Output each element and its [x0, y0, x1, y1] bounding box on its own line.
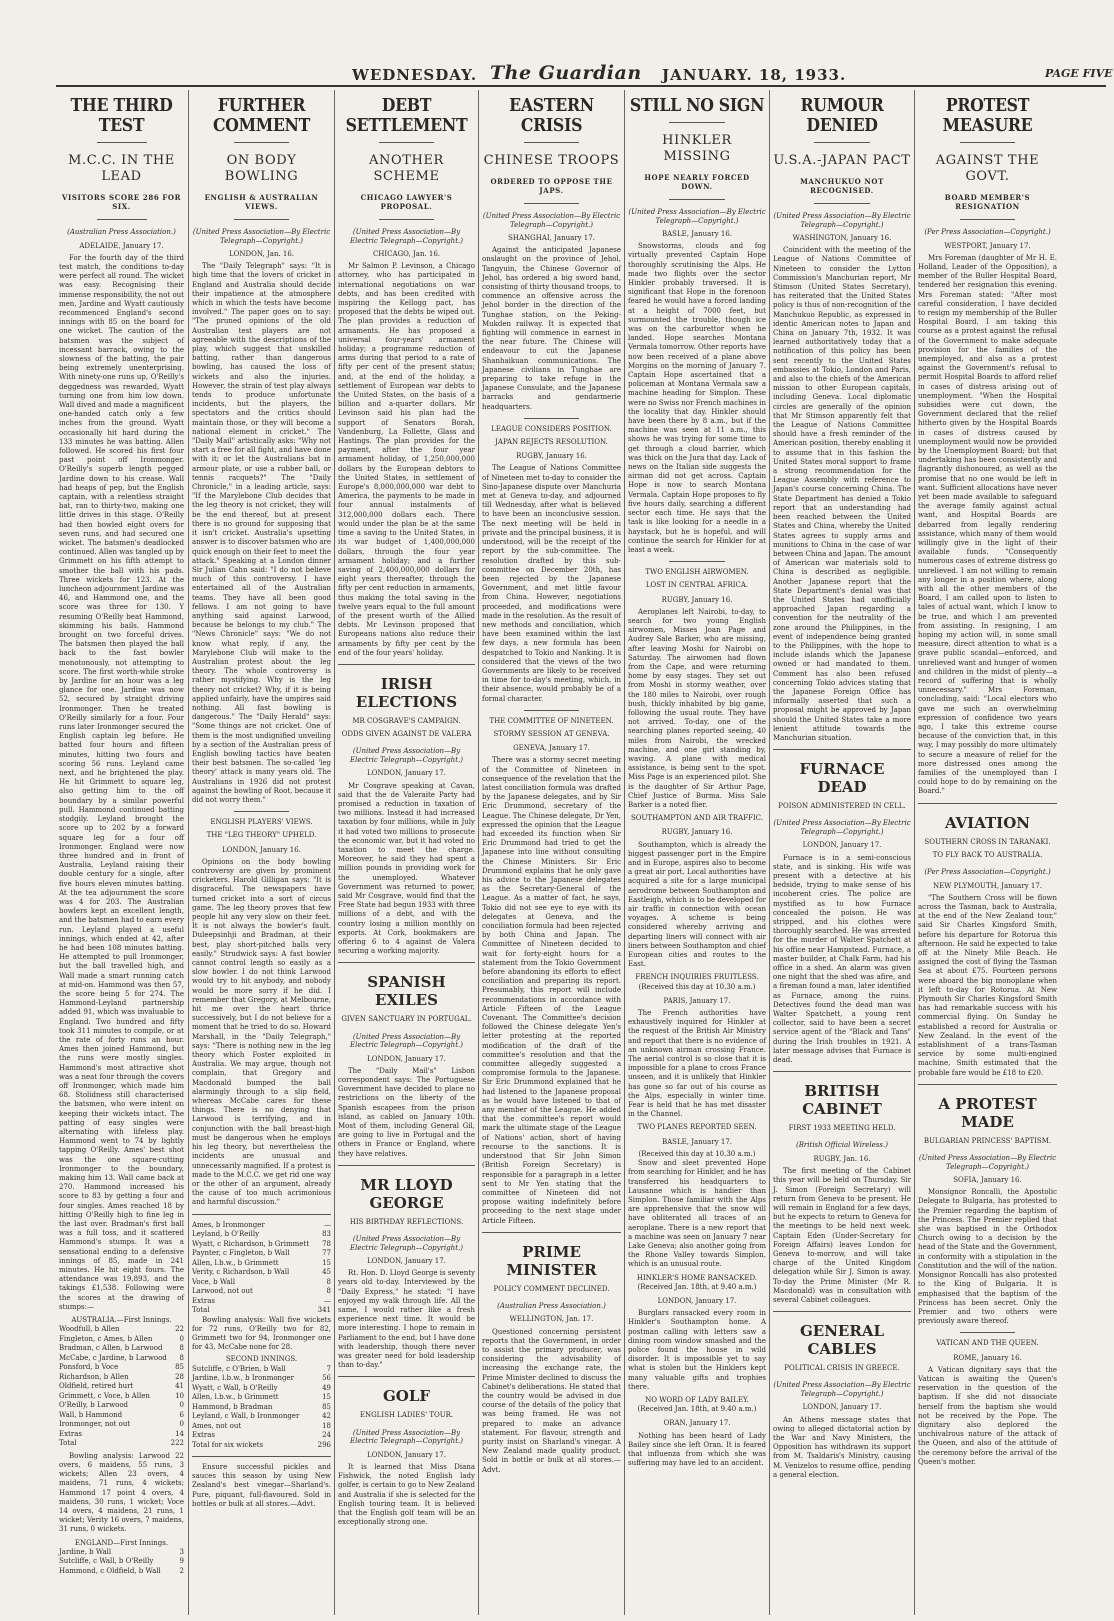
divider — [338, 1165, 475, 1166]
credit-line: (United Press Association—By Electric Telegraph—Copyright.) — [350, 1032, 463, 1050]
scorecard — [59, 1325, 184, 1449]
dateline: ROME, January 16. — [953, 1353, 1022, 1362]
subheadline: TO FLY BACK TO AUSTRALIA. — [932, 850, 1043, 859]
divider — [524, 418, 580, 419]
divider — [338, 1376, 475, 1377]
score-row — [59, 1557, 184, 1567]
divider — [192, 1456, 331, 1457]
score-row — [59, 1335, 184, 1345]
dateline: PARIS, January 17. — [663, 996, 731, 1005]
score-row — [59, 1354, 184, 1364]
section-heading: SOUTHAMPTON AND AIR TRAFFIC. — [630, 814, 764, 823]
runs-value: 83 — [322, 1230, 331, 1239]
divider — [669, 561, 724, 562]
scorecard — [192, 1221, 331, 1316]
runs-value: 3 — [179, 1547, 184, 1556]
section-heading: JAPAN REJECTS RESOLUTION. — [495, 438, 608, 447]
dateline: GENEVA, January 17. — [513, 744, 590, 753]
subheadline: ODDS GIVEN AGAINST DE VALERA — [341, 730, 472, 739]
headline: PROTEST MEASURE — [942, 96, 1033, 136]
article-body: Mr Salmon P. Levinson, a Chicago attorney, who has participated in international negotiations on war debts, and has been credited with inspiring the Kellogg pact, has proposed that the debts be wiped out. The plan provides a reduction of armaments. He has proposed a universal four-years' armament holiday; a programme reduction of arms during that period to a rate of fifty per cent of the present status; and, at the end of the holiday, a settlement of European war debts to the United States, on the basis of a billion and a-quarter dollars. Mr Levinson said his plan had the support of Senators Borah, Vandenburg, La Follette, Glass and Hastings. The plan provides for the payment, after the four year armament holiday, of 1,250,000,000 dollars by the European debtors to the United States, in settlement of Europe's 8,000,000,000 war debt to America, the payments to be made in four annual instalments of 312,000,000 dollars each. There would under the plan be at the same time a saving to the United States, in its war budget of 1,400,000,000 dollars, through the four year armament holiday; and a further saving of 2,400,000,000 dollars for eight years thereafter, through the fifty per cent reduction in armaments, thus making the total saving in the twelve years equal to the full amount of the present worth of the Allied debts. Mr Levinson proposed that Europeans nations also reduce their armaments by fifty per cent by the end of the four years' holiday. — [338, 262, 475, 657]
score-row — [59, 1411, 184, 1421]
headline: FURNACE DEAD — [799, 760, 885, 797]
dateline: LONDON, January 17. — [802, 841, 882, 850]
subheadline: POISON ADMINISTERED IN CELL. — [778, 802, 906, 811]
runs-value: 41 — [175, 1382, 184, 1391]
article-body: Burglars ransacked every room in Hinkler's Southampton home. A postman calling with letters saw a dining room window smashed and the police found the house in wild disorder. It is impossible yet to say what is stolen but the Hinklers kept many valuable gifts and trophies there. — [628, 1309, 766, 1391]
divider — [960, 219, 1016, 220]
score-row — [192, 1431, 331, 1441]
deck: HOPE NEARLY FORCED DOWN. — [644, 173, 750, 191]
score-row — [192, 1249, 331, 1259]
score-row — [192, 1268, 331, 1278]
scorecard — [59, 1548, 184, 1577]
batsman-name: Extras — [192, 1296, 215, 1305]
divider — [379, 219, 434, 220]
batsman-name: Leyland, c Wall, b Ironmonger — [192, 1412, 300, 1421]
column-rumour-denied — [770, 90, 914, 1615]
batsman-name: Oldfield, retired hurt — [59, 1382, 134, 1391]
subheadline: M.C.C. IN THE LEAD — [68, 153, 175, 184]
batsman-name: Ames, not out — [192, 1421, 242, 1430]
score-row — [59, 1382, 184, 1392]
batsman-name: Larwood, not out — [192, 1287, 253, 1296]
section-heading: TWO PLANES REPORTED SEEN. — [637, 1123, 757, 1132]
section-heading: NO WORD OF LADY BAILEY. — [645, 1395, 749, 1404]
batsman-name: Wyatt, c Richardson, b Grimmett — [192, 1239, 310, 1248]
subheadline: SOUTHERN CROSS IN TARANAKI. — [924, 837, 1051, 846]
divider — [97, 219, 147, 220]
deck: CHICAGO LAWYER'S PROPOSAL. — [360, 193, 453, 211]
divider — [814, 203, 869, 204]
runs-value: — — [324, 1296, 331, 1305]
runs-value: 49 — [322, 1383, 331, 1392]
runs-value: 15 — [322, 1258, 331, 1267]
divider — [338, 962, 475, 963]
divider — [524, 710, 580, 711]
bowling-analysis: Bowling analysis: Larwood 22 overs, 6 maidens, 55 runs, 3 wickets; Allen 23 overs, 4 maidens, 71 runs, 4 wickets; Hammond 17 point 4 overs, 4 maidens, 30 runs, 1 wicket; Voce 14 overs, 4 maidens, 21 runs, 1 wicket; Verity 16 overs, 7 maidens, 31 runs, 0 wickets. — [59, 1451, 184, 1534]
dateline: CHICAGO, Jan. 16. — [372, 250, 441, 258]
divider — [524, 203, 580, 204]
subheadline: GIVEN SANCTUARY IN PORTUGAL. — [341, 1015, 472, 1024]
received-note: (Received this day at 10.30 a.m.) — [638, 1149, 756, 1158]
dateline: LONDON, January 17. — [657, 1296, 737, 1305]
score-row — [192, 1240, 331, 1250]
headline: SPANISH EXILES — [367, 973, 446, 1010]
score-row — [192, 1297, 331, 1307]
deck: BOARD MEMBER'S RESIGNATION — [944, 193, 1031, 211]
divider — [918, 1084, 1057, 1085]
runs-value: 2 — [179, 1566, 184, 1575]
article-body: Rt. Hon. D. Lloyd George is seventy years old to-day. Interviewed by the "Daily Express," he stated: "I have enjoyed my walk through life. All the same, I would rather like a fresh experience next time. It would be more interesting. I hope to remain in Parliament to the end, but I have done with leadership, though there never was greater need for bold leadership than to-day." — [338, 1269, 475, 1370]
article-body: Questioned concerning persistent reports that the Government, in order to assist the primary producer, was considering the advisability of increasing the exchange rate, the Prime Minister declined to discuss the Cabinet's deliberations. He stated that the country would be advised in due course of the details of the policy that was being framed. He was not prepared to make an advance statement. For flavour, strength and purity insist on Sharland's vinegar. A New Zealand made quality product. Sold in bottle or bulk at all stores.—Advt. — [482, 1327, 621, 1474]
dateline: SHANGHAI, January 17. — [508, 234, 595, 242]
runs-value: 28 — [175, 1372, 184, 1381]
bowling-analysis: Bowling analysis: Wall five wickets for 72 runs, O'Reilly two for 82, Grimmett two for 94, Ironmonger one for 43, McCabe none for 28. — [192, 1315, 331, 1352]
section-heading: STORMY SESSION AT GENEVA. — [493, 729, 610, 738]
score-heading: ENGLAND—First Innings. — [74, 1538, 169, 1547]
subheadline: POLITICAL CRISIS IN GREECE. — [784, 1364, 900, 1373]
headline: IRISH ELECTIONS — [355, 674, 458, 711]
batsman-name: Wyatt, c Wall, b O'Reilly — [192, 1383, 278, 1392]
article-body: Coincident with the meeting of the League of Nations Committee of Nineteen to consider the Lytton Commission's Manchurian report, Mr Stimson (United States Secretary), has reiterated that the United States policy is thus of non-recognition of the Manchukuo Republic, as expressed in identic American notes to Japan and China on January 7th, 1932. It was learned authoritatively today that a notification of this policy has been sent recently to the United States embassies at Tokio, London and Paris, and also to the chiefs of the American mission to other European capitals, including Geneva. Local diplomatic circles are generally of the opinion that Mr Stimson apparently felt that the League of Nations Committee should have a fresh reminder of the American position, thereby enabling it to assume that in this fashion the United States moral support to frame a strong recommendation for the League Assembly with reference to Japan's course concerning China. The State Department has denied a Tokio report that an understanding had been reached between the United States and China, whereby the United States agrees to supply arms and munitions to China in the case of war between China and Japan. The amount of American war materials sold to China is described as negligible. Another Japanese report that the State Department's denial was that the United States had unofficially approached Japan regarding a convention for the neutrality of the zone around the Philippines, in the event of independence being granted to the Philippines, with the hope to include islands which the Japanese owned or had mandated to them. Comment has also been refused concerning Tokio advices stating that the Japanese Foreign Office has informally asserted that such a proposal might be approved by Japan should the United States take a more lenient attitude towards the Manchurian situation. — [773, 246, 911, 742]
batsman-name: Wall, b Hammond — [59, 1410, 123, 1419]
headline: AVIATION — [945, 813, 1030, 832]
runs-value: 7 — [326, 1364, 331, 1373]
article-body: Snowstorms, clouds and fog virtually prevented Captain Hope thoroughly scrutinising the Alps. He made two flights over the sector Hinkler probably traversed. It is significant that Hope in the forenoon feared he would have a forced landing at a height of 7000 feet, but surmounted the trouble, though ice was on the carburettor when he landed. Hope searches Montana Vermala tomorrow. Other reports have now been received of a plane above Morgins on the morning of January 7. Captain Hope ascertained that a policeman at Montana Vermala saw a machine heading for Simplon. These were no Swiss nor French machines in the locality that day. Hinkler should have been there by 8 a.m., but if the machine was seen at 11 a.m., this shows he was trying for some time to get through a cloud barrier, which was thick on the Jura that day. Lack of news on the Italian side suggests the airman did not get across. Captain Hope is now to search Montana Vermala. Captain Hope proposes to fly five hours daily, searching a different sector each time. He says that the task is like looking for a needle in a haystack, but he is hopeful, and will continue the search for Hinkler for at least a week. — [628, 242, 766, 554]
section-heading: THE "LEG THEORY" UPHELD. — [206, 831, 317, 840]
divider — [234, 811, 290, 812]
batsman-name: Paynter, c Fingleton, b Wall — [192, 1249, 290, 1258]
divider — [773, 1311, 911, 1312]
runs-value: 42 — [322, 1412, 331, 1421]
column-third-test — [56, 90, 187, 1615]
score-row — [192, 1422, 331, 1432]
dateline: RUGBY, January 16. — [516, 452, 587, 461]
batsman-name: Leyland, b O'Reilly — [192, 1230, 260, 1239]
divider — [773, 1071, 911, 1072]
divider — [192, 1214, 331, 1215]
batsman-name: Hammond, c Oldfield, b Wall — [59, 1566, 161, 1575]
score-row — [192, 1230, 331, 1240]
article-body: The French authorities have exhaustively inquired for Hinkler at the request of the British Air Ministry and report that there is no evidence of an unknown airman crossing France. The aerial control is so close that it is impossible for a plane to cross France unseen, and it is unlikely that Hinkler has gone so far out of his course as the Alps, especially in winter time. Fear is held that he has met disaster in the Channel. — [628, 1009, 766, 1119]
dateline: LONDON, Jan. 16. — [228, 250, 295, 258]
runs-value: 56 — [322, 1374, 331, 1383]
dateline: LONDON, January 17. — [367, 1054, 446, 1063]
credit-line: (United Press Association—By Electric Telegraph—Copyright.) — [350, 228, 463, 245]
column-eastern-crisis — [479, 90, 624, 1615]
credit-line: (British Official Wireless.) — [796, 1141, 888, 1150]
score-row — [59, 1548, 184, 1558]
credit-line: (United Press Association—By Electric Telegraph—Copyright.) — [350, 1428, 463, 1446]
deck: ENGLISH & AUSTRALIAN VIEWS. — [204, 193, 319, 211]
batsman-name: Extras — [59, 1429, 82, 1438]
batsman-name: Ames, b Ironmonger — [192, 1220, 265, 1229]
article-body: Furnace is in a semi-conscious state, and is sinking. His wife was present with a detective at his bedside, trying to make sense of his incoherent cries. The police are mystified as to how Furnace concealed the poison. He was stripped, and his clothes were thoroughly searched. He was arrested for the murder of Walter Spatchett at his office near Hampstead. Furnace, a master builder, at Chalk Farm, had his office in a shed. An alarm was given one night that the shed was afire, and a fireman found a man, later identified as Furnace, among the ruins. Detectives found the dead man was Walter Spatchett, a young rent collector, said to have been a secret service agent of the "Black and Tans" during the Irish troubles in 1921. A later message advises that Furnace is dead. — [773, 853, 911, 1065]
dateline: BASLE, January 16. — [661, 230, 733, 238]
divider — [814, 142, 869, 143]
column-hinkler-missing — [625, 90, 769, 1615]
article-body: Against the anticipated Japanese onslaught on the province of Jehol, Tangyuin, the Chinese Governor of Jehol, has ordered a big sword band, consisting of thirty thousand troops, to commence an offensive across the Jehol border in the direction of the Tunghae station, on the Peking-Mukden railway. It is expected that fighting will commence in earnest in the near future. The Chinese will endeavour to cut the Japanese Shanhaikuan communications. The Japanese civilians in Tunghae are preparing to take refuge in the Japanese Consulate, and the Japanese barracks and gendarmerie headquarters. — [482, 246, 621, 411]
score-row — [192, 1287, 331, 1297]
headline: EASTERN CRISIS — [509, 96, 594, 136]
batsman-name: Verity, c Richardson, b Wall — [192, 1268, 290, 1277]
runs-value: 222 — [170, 1439, 184, 1448]
masthead-rule — [56, 85, 1106, 87]
batsman-name: Jardine, l.b.w., b Ironmonger — [192, 1374, 295, 1383]
credit-line: (Australian Press Association.) — [497, 1301, 606, 1310]
headline: GENERAL CABLES — [799, 1322, 885, 1359]
divider — [234, 219, 290, 220]
score-heading: AUSTRALIA.—First Innings. — [71, 1316, 172, 1325]
score-row — [59, 1373, 184, 1383]
credit-line: (Per Press Association—Copyright.) — [924, 228, 1051, 236]
credit-line: (United Press Association—By Electric Telegraph—Copyright.) — [350, 1235, 463, 1252]
runs-value: 0 — [179, 1401, 184, 1410]
score-row — [192, 1221, 331, 1231]
dateline: BASLE, January 17. — [661, 1137, 733, 1146]
divider — [234, 142, 290, 143]
headline: RUMOUR DENIED — [800, 96, 884, 136]
section-heading: ENGLISH PLAYERS' VIEWS. — [210, 818, 313, 827]
masthead-date: JANUARY. 18, 1933. — [662, 66, 847, 84]
runs-value: 0 — [179, 1420, 184, 1429]
scorecard — [192, 1365, 331, 1451]
advertisement: Ensure successful pickles and sauces this season by using New Zealand's best vinegar—Sharland's. Pure, piquant, full-flavoured. Sold in bottles or bulk at all stores.—Advt. — [192, 1463, 331, 1508]
dateline: WASHINGTON, January 16. — [792, 234, 892, 242]
runs-value: 45 — [322, 1268, 331, 1277]
masthead — [0, 0, 1114, 86]
subheadline: ANOTHER SCHEME — [369, 153, 444, 184]
headline: GOLF — [382, 1387, 431, 1406]
credit-line: (United Press Association—By Electric Telegraph—Copyright.) — [773, 1381, 911, 1398]
headline: STILL NO SIGN — [629, 96, 765, 116]
runs-value: 22 — [175, 1325, 184, 1334]
batsman-name: Extras — [192, 1431, 215, 1440]
headline: PRIME MINISTER — [506, 1242, 597, 1279]
runs-value: 6 — [179, 1410, 184, 1419]
column-protest-measure — [915, 90, 1060, 1615]
article-body: Monsignor Roncalli, the Apostolic Delegate to Bulgaria, has protested to the Premier regarding the baptism of the Princess. The Premier replied that she was baptised in the Orthodox Church owing to a decision by the head of the State and the Government, in conformity with a stipulation in the Constitution and the will of the nation. Monsignor Roncalli has also protested to the King of Bulgaria. It is emphasised that the baptism of the Princess has been secret. Only the Premier and two others were previously aware thereof. — [918, 1188, 1057, 1326]
divider — [669, 122, 724, 123]
batsman-name: Fingleton, c Ames, b Allen — [59, 1334, 153, 1343]
runs-value: 18 — [322, 1421, 331, 1430]
batsman-name: Total for six wickets — [192, 1440, 264, 1449]
credit-line: (United Press Association—By Electric Telegraph—Copyright.) — [482, 212, 621, 229]
batsman-name: Bradman, c Allen, b Larwood — [59, 1344, 163, 1353]
dateline: LONDON, January 17. — [802, 1403, 882, 1412]
score-row — [192, 1374, 331, 1384]
dateline: NEW PLYMOUTH, January 17. — [932, 881, 1043, 890]
score-row — [192, 1441, 331, 1451]
score-row — [59, 1392, 184, 1402]
subheadline: U.S.A.-JAPAN PACT — [773, 153, 911, 168]
batsman-name: Woodfull, b Allen — [59, 1325, 120, 1334]
credit-line: (United Press Association—By Electric Telegraph—Copyright.) — [773, 819, 911, 836]
subheadline: HINKLER MISSING — [662, 133, 732, 164]
batsman-name: Richardson, b Allen — [59, 1372, 129, 1381]
article-body: It is learned that Miss Diana Fishwick, the noted English lady golfer, is certain to go to New Zealand and Australia if she is selected for the English touring team. It is believed that the English golf team will be an exceptionally strong one. — [338, 1462, 475, 1527]
subheadline: FIRST 1933 MEETING HELD. — [788, 1124, 896, 1133]
dateline: LONDON, January 17. — [367, 1450, 446, 1459]
divider — [960, 1332, 1016, 1333]
section-heading: LOST IN CENTRAL AFRICA. — [645, 581, 749, 590]
credit-line: (United Press Association—By Electric Telegraph—Copyright.) — [192, 228, 331, 245]
dateline: ORAN, January 17. — [663, 1419, 731, 1428]
article-body: Mrs Foreman (daughter of Mr H. E. Holland, Leader of the Opposition), a member of the Buller Hospital Board, tendered her resignation this evening. Mrs Foreman stated: "After most careful consideration, I have decided to resign my membership of the Buller Hospital Board. I am taking this course as a protest against the refusal of the Government to make adequate provision for the families of the unemployed, and also as a protest against the Government's refusal to permit Hospital Boards to afford relief in cases of distress arising out of unemployment. "When the Hospital subsidies were cut down, the Government declared that the relief hitherto given by the Hospital Boards in cases of distress caused by unemployment would now be provided by the Unemployment Board; but that undertaking has been consistently and flagrantly dishonoured, as well as the promise that no one would be left in want. Sufficient allocations have never yet been made available to safeguard the average family against actual want, and Hospital Boards are debarred from legally rendering assistance, which many of them would willingly give in the light of their available funds. "Consequently numerous cases of extreme distress go unrelieved. I am not willing to remain any longer in a position where, along with all the other members of the Board, I am called upon to listen to tales of actual want, which I know to be true, and which I am prevented from assisting. In resigning, I am hoping my action will, in some small measure, direct attention to what is a grave public scandal—enforced, and unrelieved want and hunger of women and children in the midst of plenty—a record of suffering that is wholly unnecessary." Mrs Foreman, concluding, said: "Local electors who gave me such an overwhelming expression of confidence two years ago, I take this extreme course because of the conviction that, in this way, I may possibly do more ultimately to secure a measure of relief for the more distressed ones among the families of the unemployed than I could hope to do by remaining on the Board." — [918, 253, 1057, 796]
batsman-name: Total — [59, 1439, 77, 1448]
section-heading: FRENCH INQUIRIES FRUITLESS. — [635, 973, 759, 982]
article-body: Nothing has been heard of Lady Bailey since she left Oran. It is feared that influenza from which she was suffering may have led to an accident. — [628, 1431, 766, 1468]
score-row — [192, 1306, 331, 1316]
credit-line: (Australian Press Association.) — [67, 228, 176, 236]
credit-line: (United Press Association—By Electric Telegraph—Copyright.) — [773, 212, 911, 229]
runs-value: 77 — [322, 1249, 331, 1258]
batsman-name: Grimmett, c Voce, b Allen — [59, 1391, 150, 1400]
dateline: WELLINGTON, Jan. 17. — [509, 1315, 594, 1324]
divider — [482, 1232, 621, 1233]
runs-value: 85 — [322, 1402, 331, 1411]
divider — [97, 142, 147, 143]
article-body: The "Daily Telegraph" says: "It is high time that the lovers of cricket in England and Australia should decide their impatience at the atmosphere which in which the tests have become involved." The paper goes on to say: "The pruned opinions of the old Australian test players are not agreeable with the descriptions of the play, which suggest that unskilled batting, rather than dangerous bowling, has caused the loss of wickets and also the injuries. However, the strain of test play always tends to produce unfortunate incidents, but the players, the spectators and the critics should maintain those, or they will become a national element in cricket." The "Daily Mail" artistically asks: "Why not start a free for all fight, and have done with it; or let the Australians bat in armour plate, or use a rubber ball, or tennis racquets?" The "Daily Chronicle," in a leading article, says: "If the Marylebone Club decides that the leg theory is not cricket, they will be the end thereof, but at present there is no ground for supposing that it isn't cricket. Australia's upsetting answer is to discover batsmen who are quick enough on their feet to meet the attack." Speaking at a London dinner Sir Julian Cahn said: "I do not believe much of this controversy. I have entertained all of the Australian teams. They have all been good fellows. I am not going to have anything said against Larwood, because he belongs to my club." The "News Chronicle" says: "We do not know what reply, if any, the Marylebone Club will make to the Australian protest about the leg theory. The whole controversy is rather mystifying. Why is the leg theory not cricket? Why, if it is being applied unfairly, have the umpires said nothing. All fast bowling is dangerous." The "Daily Herald" says: "Some things are not cricket. One of them is the most undignified unveiling by a section of the Australian press of English bowling tactics have beaten their best batsmen. The so-called 'leg theory' attack is many years old. The Australians in 1926 did not protest against the bowling of Root, because it did not worry them." — [192, 262, 331, 804]
headline: DEBT SETTLEMENT — [345, 96, 468, 136]
runs-value: 78 — [322, 1239, 331, 1248]
score-row — [59, 1344, 184, 1354]
credit-line: (United Press Association—By Electric Telegraph—Copyright.) — [628, 208, 766, 225]
article-body: There was a stormy secret meeting of the Committee of Nineteen in consequence of the revelation that the latest conciliation formula was drafted by the Japanese delegates, and by Sir Eric Drummond, secretary of the League. The Chinese delegate, Dr Yen, expressed the opinion that the League had exceeded its function when Sir Eric Drummond had tried to get the Japanese into line without consulting the Chinese Ministers. Sir Eric Drummond explains that he only gave his advice to the Japanese delegates as the Secretary-General of the League. As a matter of fact, he says, Tokio did not see eye to eye with its delegates at Geneva, and the conciliation formula had been rejected by both China and Japan. The Committee of Nineteen decided to wait for forty-eight hours for a statement from the Tokio Government before abandoning its efforts to effect conciliation and preparing its report. Presumably, this report will include recommendations in accordance with Article Fifteen of the League Covenant. The Committee's decision followed the Chinese delegate Yen's letter protesting at the reported modification of the draft of the committee's resolution and that the committee allegedly suggested a compromise formula to the Japanese. Sir Eric Drummond explained that he had listened to the Japanese proposal as he would have listened to that of any member of the League. He added that the committee's report would mark the ultimate stage of the League of Nations' action, short of having recourse to the sanctions. It is understood that Sir John Simon (British Foreign Secretary) is responsible for a paragraph in a letter sent to Mr Yen stating that the committee of Nineteen did not propose waiting indefinitely before proceeding to the next stage under Article Fifteen. — [482, 756, 621, 1225]
batsman-name: Allen, l.b.w., b Grimmett — [192, 1258, 279, 1267]
score-row — [59, 1401, 184, 1411]
divider — [338, 664, 475, 665]
divider — [669, 199, 724, 200]
batsman-name: Hammond, b Bradman — [192, 1402, 273, 1411]
batsman-name: Total — [192, 1306, 210, 1315]
article-body: The League of Nations Committee of Nineteen met to-day to consider the Sino-Japanese dispute over Manchuria met at Geneva to-day, and adjourned till Wednesday, after what is believed to have been an inconclusive session. The next meeting will be held in private and the principal business, it is understood, will be the receipt of the report by the sub-committee. The resolution drafted by this sub-committee on December 20th, has been rejected by the Japanese Government, and met little favour from China. However, negotiations proceeded, and modifications were made in the resolution. As the result of new methods and conciliation, which have been examined within the last few days, a new formula has been despatched to Tokio and Nanking. It is considered that the views of the two Governments are likely to be received in time for to-day's meeting, which, in their absence, would probably be of a formal character. — [482, 464, 621, 703]
section-heading: VATICAN AND THE QUEEN. — [936, 1339, 1039, 1348]
batsman-name: McCabe, c Jardine, b Larwood — [59, 1353, 167, 1362]
divider — [524, 142, 580, 143]
score-row — [192, 1259, 331, 1269]
score-row — [59, 1363, 184, 1373]
score-row — [59, 1325, 184, 1335]
credit-line: (United Press Association—By Electric Telegraph—Copyright.) — [350, 747, 463, 764]
runs-value: 296 — [317, 1440, 331, 1449]
article-body: Snow and sleet prevented Hope from searching for Hinkler, and he has transferred his headquarters to Lausanne which is handier than Simplon. Those familiar with the Alps are apprehensive that the snow will have obliterated all traces of an aeroplane. There is a new report that a machine was seen on January 7 near Lake Geneva; also another going from the Rhone Valley towards Simplon, which is an unusual route. — [628, 1159, 766, 1269]
dateline: WESTPORT, January 17. — [944, 241, 1031, 250]
dateline: ADELAIDE, January 17. — [79, 241, 164, 250]
score-row — [59, 1567, 184, 1577]
masthead-title: The Guardian — [490, 62, 642, 84]
deck: MANCHUKUO NOT RECOGNISED. — [800, 177, 884, 195]
article-body: For the fourth day of the third test match, the conditions to-day were perfect all round. The wicket was easy. Recognising their immense responsibility, the not out men, Jardine and Wyatt cautiously recommenced England's second innings with 85 on the board for one wicket. The caution of the batsmen was the subject of incessant barrack, owing to the slowness of the batting, the pair being extremely unenterprising. With ninety-one runs up, O'Reilly's deggedness was rewarded, Wyatt turning one from him low down. Wall dived and made a magnificent one-handed catch only a few inches from the ground. Wyatt occasionally hit hard during the 133 minutes he was batting. Allen followed. He scored his first four past point off Ironmonger. O'Reilly's superb length pegged Jardine down to his crease. Wall had heaps of pep, but the English captain, with a relentless straight bat, ran to thirty-two, making one little drives in this stage. O'Reilly had then bowled eight overs for seven runs, and had secured one wicket. The batsmen's deadlocked continued. Allen was tangled up by Grimmett on his fifth attempt to smother the ball with his pads. Three wickets for 123. At the luncheon adjournment Jardine was 46, and Hammond one, and the score was three for 130. Y resuming O'Reilly beat Hammond, skimming his bails. Hammond brought on two forceful drives. The batsmen then played the ball back to the fast bowler monotonously, not attempting to score. The first worth-while stroke by Jardine for an hour was a leg glance for one. Jardine was now 52, secured by straight driving Ironmonger. Then he treated O'Reilly similarly for a four. Four runs later Ironmonger secured the English captain leg before. He batted four hours and fifteen minutes, hitting two fours and scoring 56 runs. Leyland came next, and he brightened the play. He hit Grimmett to square leg, also getting him to the off boundary by a similar powerful pull. Hammond continued batting stodgily. Leyland brought the score up to 202 by a forward square leg for a four off Ironmonger. England were now three hundred and in front of Australia, Leyland raising their double century for a single, after five hours eleven minutes batting. At the tea adjournment the score was 4 for 203. The Australian bowlers kept an excellent length, and the batsmen had to earn every run. Leyland played a useful innings, which ended at 42, after he had been 108 minutes batting. He attempted to pull Ironmonger, but the ball travelled high, and Wall made a smart running catch at mid-on. Hammond was then 57, the score being 5 for 274. The Hammond-Leyland partnership added 91, which was invaluable to England. Two hundred and fifty took 311 minutes to compile, or at the rate of forty runs an hour. Ames then joined Hammond, but the runs were mostly singles. Hammond's most attractive shot was a neat four through the covers off Ironmonger, which made him 68. Stolidness still characterised the batsmen, who were intent on keeping their wickets intact. The patting of easy singles were alternating with lifeless play. Hammond went to 74 by lightly tapping O'Reilly. Ames' best shot was the one square-cutting Ironmonger to the boundary, making him 13. Wall came back at 270. Hammond increased his score to 83 by getting a four and four singles. Ames reached 18 by hitting O'Reilly high to fine leg in the last over. Bradman's first ball was a full toss, and it scattered Hammond's stumps. It was a sensational ending to a defensive innings of 85, made in 241 minutes. He hit eight fours. The attendance was 19,893, and the takings £1,538. Following were the scores at the drawing of stumps:— — [59, 253, 184, 1311]
divider — [960, 142, 1016, 143]
runs-value: — — [324, 1220, 331, 1229]
received-note: (Received Jan. 18th, at 9.40 a.m.) — [637, 1405, 757, 1414]
article-body: A Vatican dignitary says that the Vatican is awaiting the Queen's reservation in the question of the baptism. If she did not dissociate herself from the baptism she would not be received by the Pope. The dignitary also deplored the unchivalrous nature of the attack of the Queen, and also of the attitude of the ceremony before the arrival of the Queen's mother. — [918, 1365, 1057, 1466]
article-body: Mr Cosgrave speaking at Cavan, said that the de Valeraite Party had promised a reduction in taxation of two millions. Instead it had increased taxation by four millions, while in July it had voted two millions to prosecute the economic war, but it had voted no taxation to meet the charge. Moreover, he said they had spent a million pounds in providing work for the unemployed. Whatever Government was returned to power, said Mr Cosgrave, would find that the Free State had begun 1933 with three millions of a debt, and with the country losing a million monthly on exports. At Cork, bookmakers are offering 6 to 4 against de Valera securing a working majority. — [338, 781, 475, 956]
score-row — [59, 1430, 184, 1440]
section-heading: TWO ENGLISH AIRWOMEN. — [645, 568, 749, 577]
deck: VISITORS SCORE 286 FOR SIX. — [61, 193, 182, 211]
article-body: Opinions on the body bowling controversy are given by prominent cricketers. Harold Gilligan says: "It is disgraceful. The newspapers have turned cricket into a sort of circus game. The leg theory proves that few people hit any very slow on their feet. It is not always the bowler's fault. Duleepsinhji and Bradman, at their best, play short-pitched balls very easily." Strudwick says: A fast bowler cannot control length so easily as a slow bowler. I do not think Larwood would try to hit anybody, and nobody would be more sorry if he did. I remember that Gregory, at Melbourne, hit me over the heart thrice successively, but I do not believe for a moment that he tried to do so. Howard Marshall, in the "Daily Telegraph," says: "There is nothing new in the leg theory which Foster exploited in Australia. We may argue, though not complain, that Gregory and Macdonald bumped the ball alarmingly through to a slip field, whereas McCabe cares for these things. There is no denying that Larwood is terrifying, and in conjunction with the ball breast-high must be dangerous when he employs his leg theory, but nevertheless the incidents are unusual and unnecessarily magnified. If a protest is made to the M.C.C. we get rid one way or the other of an argument, already the cause of too much acrimonious and harmful discussion." — [192, 857, 331, 1207]
subheadline: BULGARIAN PRINCESS' BAPTISM. — [923, 1136, 1052, 1145]
runs-value: 341 — [317, 1306, 331, 1315]
score-row — [192, 1412, 331, 1422]
subheadline: MR COSGRAVE'S CAMPAIGN. — [352, 716, 461, 725]
batsman-name: Sutcliffe, c Wall, b O'Reilly — [59, 1557, 154, 1566]
runs-value: 14 — [175, 1429, 184, 1438]
headline: A PROTEST MADE — [938, 1094, 1037, 1131]
dateline: RUGBY, January 16. — [661, 828, 733, 837]
score-row — [192, 1393, 331, 1403]
dateline: LONDON, January 16. — [222, 845, 301, 854]
dateline: LONDON, January 17. — [367, 769, 446, 778]
masthead-day: WEDNESDAY. — [352, 66, 478, 84]
article-body: The "Daily Mail's" Lisbon correspondent says: The Portuguese Government have decided to place no restrictions on the liberty of the Spanish escapees from the prison island, as cabled on January 10th. Most of them, including General Gil, are going to live in Portugal and the others in France or England, where they have relatives. — [338, 1066, 475, 1158]
divider — [379, 142, 434, 143]
headline: THE THIRD TEST — [70, 96, 173, 136]
runs-value: 15 — [322, 1393, 331, 1402]
subheadline: CHINESE TROOPS — [483, 153, 620, 168]
dateline: LONDON, January 17. — [367, 1257, 446, 1266]
subheadline: ON BODY BOWLING — [224, 153, 299, 184]
credit-line: (United Press Association—By Electric Telegraph—Copyright.) — [918, 1154, 1057, 1171]
headline: BRITISH CABINET — [802, 1082, 882, 1119]
runs-value: 85 — [175, 1363, 184, 1372]
dateline: RUGBY, Jan. 16. — [813, 1154, 871, 1163]
subheadline: POLICY COMMENT DECLINED. — [493, 1284, 610, 1293]
section-heading: LEAGUE CONSIDERS POSITION. — [491, 424, 612, 433]
batsman-name: Ironmonger, not out — [59, 1420, 131, 1429]
credit-line: (Per Press Association—Copyright.) — [924, 868, 1051, 877]
batsman-name: Ponsford, b Voce — [59, 1363, 119, 1372]
batsman-name: Jardine, b Wall — [59, 1547, 112, 1556]
subheadline: ENGLISH LADIES' TOUR. — [359, 1411, 454, 1420]
batsman-name: O'Reilly, b Larwood — [59, 1401, 129, 1410]
subheadline: AGAINST THE GOVT. — [935, 153, 1040, 184]
runs-value: 8 — [179, 1344, 184, 1353]
column-debt-settlement — [335, 90, 478, 1615]
batsman-name: Allen, l.b.w., b Grimmett — [192, 1393, 279, 1402]
runs-value: 8 — [326, 1287, 331, 1296]
runs-value: 8 — [179, 1353, 184, 1362]
article-body: Southampton, which is already the biggest passenger port in the Empire and in Europe, aspires also to become a great air port. Local authorities have acquired a site for a large municipal aerodrome between Southampton and Eastleigh, which is to be developed for air traffic in connection with ocean voyages. A scheme is being considered whereby arriving and departing liners will connect with air liners between Southampton and chief European cities and routes to the East. — [628, 840, 766, 969]
dateline: RUGBY, January 16. — [661, 595, 733, 604]
runs-value: 9 — [179, 1557, 184, 1566]
subheadline: HIS BIRTHDAY REFLECTIONS. — [349, 1217, 464, 1226]
runs-value: 24 — [322, 1431, 331, 1440]
runs-value: 10 — [175, 1391, 184, 1400]
headline: FURTHER COMMENT — [212, 96, 311, 136]
divider — [918, 803, 1057, 804]
article-body: "The Southern Cross will be flown across the Tasman, back to Australia, at the end of the New Zealand tour," said Sir Charles Kingsford Smith, before his departure for Rotorua this afternoon. He said he expected to take off at the Ninety Mile Beach. He assigned the cost of flying the Tasman Sea at about £75. Fourteen persons were aboard the big monoplane when it left to-day for Rotorua. At New Plymouth Sir Charles Kingsford Smith has had remarkable success with his commercial flying. On Sunday he established a record for Australia or New Zealand. In the event of the establishment of a trans-Tasman service by some multi-engined machine, Smith estimated that the probable fare would be £18 to £20. — [918, 893, 1057, 1077]
batsman-name: Voce, b Wall — [192, 1277, 236, 1286]
received-note: (Received this day at 10.30 a.m.) — [638, 982, 756, 991]
batsman-name: Sutcliffe, c O'Brien, b Wall — [192, 1364, 286, 1373]
score-row — [192, 1403, 331, 1413]
article-body: Aeroplanes left Nairobi, to-day, to search for two young English airwomen, Misses Joan Page and Audrey Sale Barker, who are missing, after leaving Moshi for Nairobi on Saturday. The airwomen had flown from the Cape, and were returning home by easy stages. They set out from Moshi in stormy weather, over the 180 miles to Nairobi, over rough bush, thickly inhabited by big game, following the usual route. They have not arrived. To-day, one of the searching planes reported seeing, 40 miles from Nairobi, the wrecked machine, and one girl standing by, waving. A plane with medical assistance, is being sent to the spot. Miss Page is an experienced pilot. She is the daughter of Sir Arthur Page, Chief Justice of Burma. Miss Sale Barker is a noted flier. — [628, 607, 766, 809]
article-body: The first meeting of the Cabinet this year will be held on Thursday. Sir J. Simon (Foreign Secretary) will return from Geneva to be present. He will remain in England for a few days, but he expects to return to Geneva for the meetings to be held next week. Captain Eden (Under-Secretary for Foreign Affairs) leaves London for Geneva to-morrow, and will take charge of the United Kingdom delegation while Sir J. Simon is away. To-day the Prime Minister (Mr R. Macdonald) was in consultation with several Cabinet colleagues. — [773, 1167, 911, 1304]
deck: ORDERED TO OPPOSE THE JAPS. — [490, 177, 613, 195]
runs-value: 0 — [179, 1334, 184, 1343]
column-body-bowling — [189, 90, 334, 1615]
section-heading: THE COMMITTEE OF NINETEEN. — [489, 716, 614, 725]
score-row — [59, 1420, 184, 1430]
score-row — [192, 1278, 331, 1288]
score-heading: SECOND INNINGS. — [225, 1355, 298, 1364]
score-row — [192, 1365, 331, 1375]
score-row — [59, 1439, 184, 1449]
received-note: (Received Jan. 18th, at 9.40 a.m.) — [637, 1282, 757, 1291]
article-body: An Athens message states that owing to alleged dictatorial action by the War and Navy Ministers, the Opposition has withdrawn its support from M. Tsaldaris's Ministry, causing M. Venizelos to resume office, pending a general election. — [773, 1415, 911, 1479]
runs-value: 8 — [326, 1277, 331, 1286]
masthead-page: PAGE FIVE — [1045, 67, 1113, 80]
divider — [773, 749, 911, 750]
dateline: SOFIA, January 16. — [953, 1176, 1022, 1185]
section-heading: HINKLER'S HOME RANSACKED. — [636, 1273, 758, 1282]
headline: MR LLOYD GEORGE — [360, 1175, 453, 1212]
score-row — [192, 1384, 331, 1394]
